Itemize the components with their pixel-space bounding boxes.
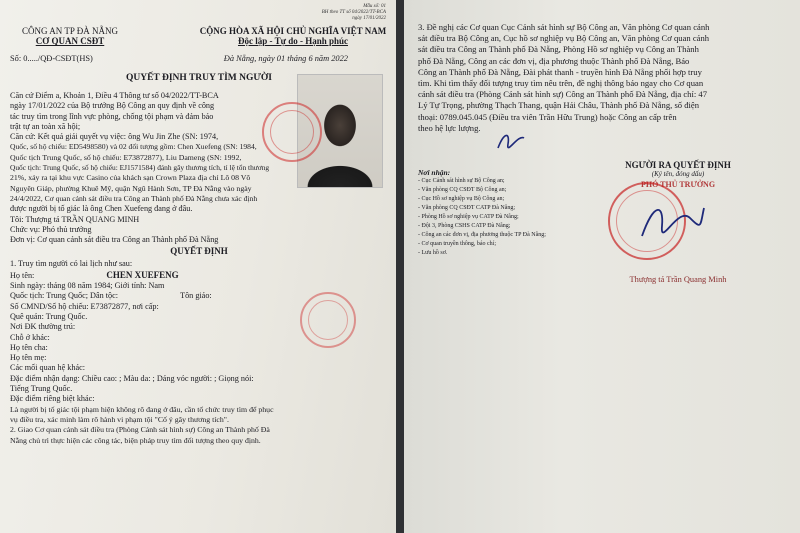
signer-block: NGƯỜI RA QUYẾT ĐỊNH (Ký tên, đóng dấu) PHÓ THỦ TRƯỞNG Thượng tá Trần Quang Minh: [598, 160, 758, 284]
national-motto: CỘNG HÒA XÃ HỘI CHỦ NGHĨA VIỆT NAM Độc lập - Tự do - Hạnh phúc: [199, 26, 387, 46]
doc-number: Số: 0...../QĐ-CSĐT(HS): [10, 54, 93, 63]
signer-info: Tôi: Thượng tá TRẦN QUANG MINH Chức vụ: Phó thủ trưởng Đơn vị: Cơ quan cảnh sát điều tra Công an Thành phố Đà Nẵng: [10, 214, 219, 245]
decision-heading: QUYẾT ĐỊNH: [170, 246, 228, 257]
agency-block: CÔNG AN TP ĐÀ NẴNG CƠ QUAN CSĐT: [21, 26, 118, 46]
document-header: [10, 26, 388, 46]
suspect-details: 1. Truy tìm người có lai lịch như sau: Họ tên: CHEN XUEFENG Sinh ngày: tháng 08 năm 1984; Giới tính: Nam Quốc tịch: Trung Quốc; Dân tộc: Tôn giáo: Số CMND/Số hộ chiếu: E73872877, nơi cấp: Quê quán: Trung Quốc. Nơi ĐK thường trú: Chỗ ở khác: Họ tên cha: Họ tên mẹ: Các mối quan hệ khác: Đặc điểm nhận dạng: Chiều cao: ; Màu da: ; Dáng vóc người: ; Giọng nói: Tiếng Trung Quốc. Đặc điểm riêng biệt khác: Là người bị tố giác tội phạm hiện không rõ đang ở đâu, cần tổ chức truy tìm để phục vụ điều tra, xác minh làm rõ hành vi phạm tội "Cố ý gây thương tích". 2. Giao Cơ quan cảnh sát điều tra (Phòng Cảnh sát hình sự) Công an Thành phố Đà Nẵng chủ trì thực hiện các công tác, biện pháp truy tìm đối tượng theo quy định.: [10, 259, 388, 445]
recipients-block: Nơi nhận: - Cục Cảnh sát hình sự Bộ Công an; - Văn phòng CQ CSĐT Bộ Công an; - Cục Hồ sơ nghiệp vụ Bộ Công an; - Văn phòng CQ CSĐT CATP Đà Nẵng; - Phòng Hồ sơ nghiệp vụ CATP Đà Nẵng; - Đội 3, Phòng CSHS CATP Đà Nẵng; - Công an các đơn vị, địa phương thuộc TP Đà Nẵng; - Cơ quan truyền thông, báo chí; - Lưu hồ sơ.: [418, 168, 546, 256]
item3-paragraph: 3. Đề nghị các Cơ quan Cục Cảnh sát hình sự Bộ Công an, Văn phòng Cơ quan cảnh sát điều tra Bộ Công an, Cục hồ sơ nghiệp vụ Bộ Công an, Văn phòng Cơ quan cảnh sát điều tra Công an Thành phố Đà Nẵng, Phòng Hồ sơ nghiệp vụ Công an Thành phố Đà Nẵng, Công an các đơn vị, địa phương thuộc Thành phố Đà Nẵng, Báo Công an Thành phố Đà Nẵng, Đài phát thanh - truyền hình Đà Nẵng phối hợp truy tìm. Khi tìm thấy đối tượng truy tìm nêu trên, đề nghị thông báo ngay cho Cơ quan cảnh sát điều tra (Phòng Cảnh sát hình sự) Công an Thành phố Đà Nẵng, địa chỉ: 47 Lý Tự Trọng, phường Thạch Thang, quận Hải Châu, Thành phố Đà Nẵng, số điện thoại: 0789.045.045 (Điều tra viên Trần Hữu Trung) hoặc Công an cấp trên theo hệ lực lượng.: [418, 22, 710, 133]
document-page-left: [0, 0, 396, 533]
document-title: QUYẾT ĐỊNH TRUY TÌM NGƯỜI: [125, 73, 273, 83]
suspect-name: CHEN XUEFENG: [106, 269, 179, 280]
document-page-right: [404, 0, 800, 533]
official-signature: [638, 196, 708, 244]
edge-seal-stamp: [300, 292, 356, 348]
basis-paragraph: Căn cứ Điểm a, Khoản 1, Điều 4 Thông tư số 04/2022/TT-BCA ngày 17/01/2022 của Bộ trưởng Bộ Công an quy định về công tác truy tìm trong lĩnh vực phòng, chống tội phạm và đảm bảo trật tự an toàn xã hội; Căn cứ: Kết quả giải quyết vụ việc: ông Wu Jin Zhe (SN: 1974, Quốc, số hộ chiếu: ED5498580) và 02 đối tượng gồm: Chen Xuefeng (SN: 1984, Quốc tịch Trung Quốc, số hộ chiếu: E73872877), Liu Dameng (SN: 1992, Quốc tịch: Trung Quốc, số hộ chiếu: EJ1571584) đánh gây thương tích, tỉ lệ tổn thương 21%, xảy ra tại khu vực Casino của khách sạn Crown Plaza địa chỉ Lô 08 Võ Nguyên Giáp, phường Khuê Mỹ, quận Ngũ Hành Sơn, TP Đà Nẵng vào ngày 24/4/2022, Cơ quan cảnh sát điều tra Công an Thành phố Đà Nẵng chưa xác định được người bị tố giác là ông Chen Xuefeng đang ở đâu.: [10, 91, 270, 214]
page-gutter: [396, 0, 404, 533]
initial-signature: [496, 130, 526, 152]
photo-seal-stamp: [262, 102, 322, 162]
suspect-name-row: Họ tên: CHEN XUEFENG: [10, 269, 179, 280]
place-date: Đà Nẵng, ngày 01 tháng 6 năm 2022: [223, 54, 348, 63]
form-code: Mẫu số: 01 BH theo TT số 04/2022/TT-BCA ngày 17/01/2022: [321, 4, 386, 21]
